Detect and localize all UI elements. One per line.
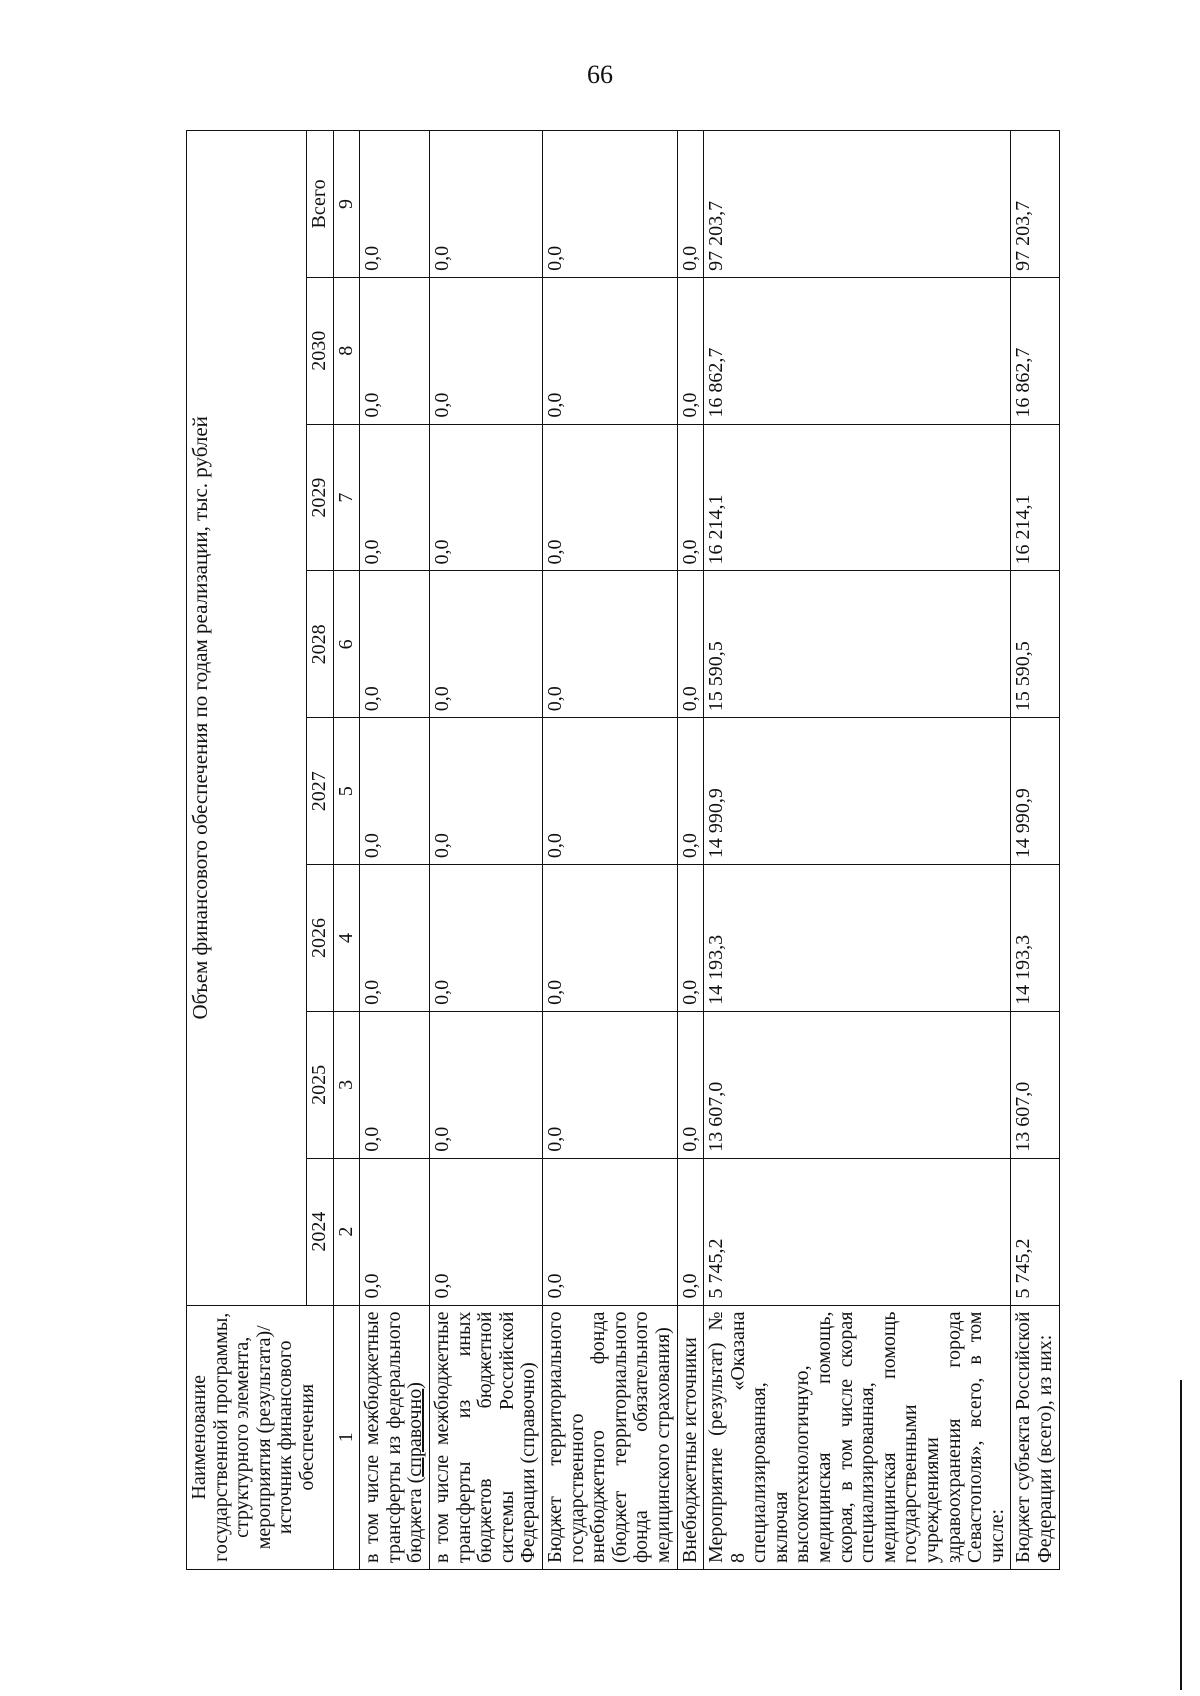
row-value: 16 862,7: [704, 277, 1011, 424]
margin-rule: [1180, 1380, 1182, 1690]
row-name-part: Мероприятие (результат) № 8 «Оказана специализированная, включая высокотехнологичную, медицинская помощь, скорая, в том числе скорая специализированная, медицинская помощь государственными учреждениями здравоохранения города Севастополя», всего, в том числе:: [705, 1311, 1008, 1563]
column-index: 5: [333, 718, 360, 865]
header-financing-volume: Объем финансового обеспечения по годам реализации, тыс. рублей: [187, 131, 307, 1306]
row-value: 0,0: [542, 571, 677, 718]
row-value: 0,0: [429, 1011, 542, 1158]
row-value: 0,0: [360, 1011, 430, 1158]
row-value: 0,0: [429, 571, 542, 718]
row-value: 16 862,7: [1011, 277, 1059, 424]
row-value: 0,0: [542, 424, 677, 571]
header-year: 2029: [307, 424, 334, 571]
table-row: [360, 131, 430, 1570]
row-name-part: Бюджет территориального государственного внебюджетного фонда (бюджет территориального фонда обязательного медицинского страхования): [543, 1311, 674, 1563]
row-value: 14 990,9: [704, 718, 1011, 865]
table-row: [1011, 131, 1059, 1570]
header-name-column: Наименование государственной программы, структурного элемента, мероприятия (результата)/источник финансового обеспечения: [187, 1305, 334, 1569]
column-index: 8: [333, 277, 360, 424]
row-name-part: Бюджет субъекта Российской Федерации (всего), из них:: [1012, 1311, 1056, 1563]
row-value: 0,0: [542, 718, 677, 865]
table-row: [542, 131, 677, 1570]
column-index: 1: [333, 1305, 360, 1569]
row-value: 0,0: [429, 131, 542, 278]
row-value: 0,0: [429, 865, 542, 1012]
table-row: [677, 131, 704, 1570]
column-index: 6: [333, 571, 360, 718]
row-value: 14 193,3: [1011, 865, 1059, 1012]
page-number: 66: [587, 60, 613, 89]
header-index-row: [333, 131, 360, 1570]
row-value: 0,0: [677, 865, 704, 1012]
row-value: 0,0: [542, 1011, 677, 1158]
rotated-table-container: [186, 130, 1056, 1570]
row-value: 15 590,5: [1011, 571, 1059, 718]
row-value: 0,0: [542, 1158, 677, 1305]
row-value: 0,0: [360, 865, 430, 1012]
row-value: 5 745,2: [704, 1158, 1011, 1305]
header-year: Всего: [307, 131, 334, 278]
row-value: 14 193,3: [704, 865, 1011, 1012]
row-value: 97 203,7: [704, 131, 1011, 278]
row-name: [677, 1305, 704, 1569]
header-year: 2027: [307, 718, 334, 865]
header-year: 2026: [307, 865, 334, 1012]
row-value: 0,0: [429, 277, 542, 424]
column-index: 7: [333, 424, 360, 571]
row-value: 0,0: [542, 131, 677, 278]
header-year: 2028: [307, 571, 334, 718]
row-name-part: в том числе межбюджетные трансферты из иных бюджетов бюджетной системы Российской Федерации (справочно): [430, 1311, 540, 1563]
header-year: 2030: [307, 277, 334, 424]
row-value: 0,0: [360, 718, 430, 865]
row-value: 0,0: [429, 424, 542, 571]
header-year: 2025: [307, 1011, 334, 1158]
row-value: 0,0: [542, 277, 677, 424]
column-index: 3: [333, 1011, 360, 1158]
row-value: 0,0: [360, 131, 430, 278]
row-name: [704, 1305, 1011, 1569]
row-value: 13 607,0: [1011, 1011, 1059, 1158]
row-name-part: Внебюджетные источники: [678, 1337, 701, 1563]
column-index: 4: [333, 865, 360, 1012]
table-row: [429, 131, 542, 1570]
row-name-part: справочно: [404, 1388, 427, 1477]
row-value: 15 590,5: [704, 571, 1011, 718]
row-value: 0,0: [677, 571, 704, 718]
row-value: 0,0: [429, 1158, 542, 1305]
row-value: 0,0: [429, 718, 542, 865]
row-value: 0,0: [677, 1011, 704, 1158]
row-value: 0,0: [360, 1158, 430, 1305]
row-value: 16 214,1: [1011, 424, 1059, 571]
header-year: 2024: [307, 1158, 334, 1305]
row-value: 0,0: [360, 571, 430, 718]
row-name: [429, 1305, 542, 1569]
row-value: 13 607,0: [704, 1011, 1011, 1158]
row-name: [360, 1305, 430, 1569]
row-value: 97 203,7: [1011, 131, 1059, 278]
column-index: 2: [333, 1158, 360, 1305]
row-value: 16 214,1: [704, 424, 1011, 571]
row-value: 0,0: [542, 865, 677, 1012]
row-value: 0,0: [677, 131, 704, 278]
table-row: [704, 131, 1011, 1570]
row-value: 0,0: [677, 718, 704, 865]
column-index: 9: [333, 131, 360, 278]
row-value: 0,0: [360, 277, 430, 424]
row-value: 0,0: [360, 424, 430, 571]
row-name-part: в том числе межбюджетные трансферты из федерального бюджета (: [361, 1311, 427, 1563]
row-name-part: ): [404, 1382, 427, 1389]
table-body: [360, 131, 1059, 1570]
financing-table: [186, 130, 1060, 1570]
row-value: 0,0: [677, 1158, 704, 1305]
row-value: 0,0: [677, 424, 704, 571]
row-name: [1011, 1305, 1059, 1569]
row-value: 0,0: [677, 277, 704, 424]
row-value: 14 990,9: [1011, 718, 1059, 865]
row-value: 5 745,2: [1011, 1158, 1059, 1305]
row-name: [542, 1305, 677, 1569]
